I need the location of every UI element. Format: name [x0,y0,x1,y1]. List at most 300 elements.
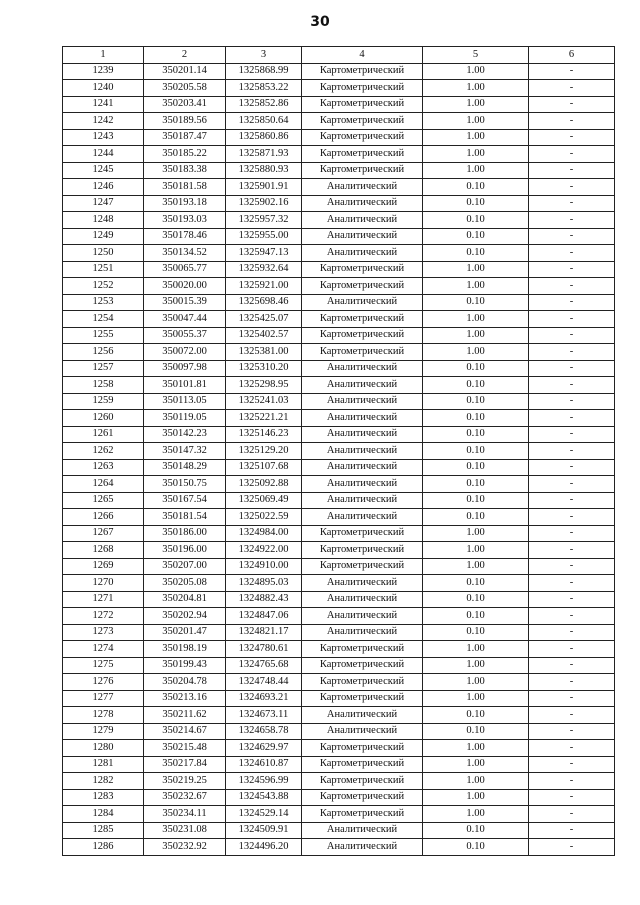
note-cell: - [529,245,615,262]
x-coordinate-cell: 350204.78 [144,674,226,691]
point-number-cell: 1242 [63,113,144,130]
note-cell: - [529,509,615,526]
point-number-cell: 1271 [63,591,144,608]
method-cell: Картометрический [302,146,423,163]
point-number-cell: 1262 [63,443,144,460]
method-cell: Аналитический [302,393,423,410]
x-coordinate-cell: 350142.23 [144,426,226,443]
table-row [63,591,615,608]
x-coordinate-cell: 350201.14 [144,63,226,80]
column-header-3: 3 [226,47,302,64]
note-cell: - [529,839,615,856]
table-row [63,261,615,278]
note-cell: - [529,410,615,427]
accuracy-cell: 0.10 [423,179,529,196]
note-cell: - [529,96,615,113]
table-row [63,228,615,245]
y-coordinate-cell: 1324529.14 [226,806,302,823]
method-cell: Аналитический [302,608,423,625]
table-row [63,294,615,311]
note-cell: - [529,311,615,328]
table-row [63,245,615,262]
method-cell: Аналитический [302,492,423,509]
y-coordinate-cell: 1325381.00 [226,344,302,361]
note-cell: - [529,641,615,658]
x-coordinate-cell: 350214.67 [144,723,226,740]
accuracy-cell: 1.00 [423,129,529,146]
note-cell: - [529,294,615,311]
point-number-cell: 1281 [63,756,144,773]
point-number-cell: 1280 [63,740,144,757]
accuracy-cell: 1.00 [423,311,529,328]
y-coordinate-cell: 1325957.32 [226,212,302,229]
point-number-cell: 1251 [63,261,144,278]
table-row [63,707,615,724]
table-header-row [63,47,615,64]
note-cell: - [529,426,615,443]
x-coordinate-cell: 350198.19 [144,641,226,658]
table-row [63,129,615,146]
x-coordinate-cell: 350189.56 [144,113,226,130]
point-number-cell: 1278 [63,707,144,724]
method-cell: Картометрический [302,641,423,658]
x-coordinate-cell: 350167.54 [144,492,226,509]
table-row [63,327,615,344]
accuracy-cell: 0.10 [423,294,529,311]
note-cell: - [529,756,615,773]
table-body [63,63,615,855]
note-cell: - [529,657,615,674]
table-row [63,179,615,196]
method-cell: Аналитический [302,707,423,724]
point-number-cell: 1254 [63,311,144,328]
point-number-cell: 1246 [63,179,144,196]
accuracy-cell: 0.10 [423,723,529,740]
y-coordinate-cell: 1325955.00 [226,228,302,245]
point-number-cell: 1263 [63,459,144,476]
x-coordinate-cell: 350186.00 [144,525,226,542]
point-number-cell: 1260 [63,410,144,427]
accuracy-cell: 0.10 [423,195,529,212]
point-number-cell: 1269 [63,558,144,575]
point-number-cell: 1257 [63,360,144,377]
method-cell: Картометрический [302,542,423,559]
method-cell: Картометрический [302,558,423,575]
note-cell: - [529,459,615,476]
y-coordinate-cell: 1325402.57 [226,327,302,344]
table-row [63,443,615,460]
point-number-cell: 1264 [63,476,144,493]
y-coordinate-cell: 1325853.22 [226,80,302,97]
y-coordinate-cell: 1324922.00 [226,542,302,559]
y-coordinate-cell: 1325069.49 [226,492,302,509]
note-cell: - [529,476,615,493]
table-row [63,410,615,427]
table-row [63,360,615,377]
note-cell: - [529,624,615,641]
method-cell: Аналитический [302,212,423,229]
x-coordinate-cell: 350215.48 [144,740,226,757]
x-coordinate-cell: 350219.25 [144,773,226,790]
table-row [63,476,615,493]
accuracy-cell: 0.10 [423,459,529,476]
method-cell: Аналитический [302,476,423,493]
column-header-5: 5 [423,47,529,64]
table-row [63,839,615,856]
table-row [63,344,615,361]
x-coordinate-cell: 350047.44 [144,311,226,328]
y-coordinate-cell: 1325947.13 [226,245,302,262]
x-coordinate-cell: 350213.16 [144,690,226,707]
accuracy-cell: 1.00 [423,690,529,707]
accuracy-cell: 1.00 [423,806,529,823]
table-row [63,393,615,410]
accuracy-cell: 0.10 [423,575,529,592]
y-coordinate-cell: 1324748.44 [226,674,302,691]
point-number-cell: 1243 [63,129,144,146]
table-row [63,723,615,740]
method-cell: Картометрический [302,740,423,757]
note-cell: - [529,608,615,625]
method-cell: Картометрический [302,162,423,179]
method-cell: Картометрический [302,278,423,295]
y-coordinate-cell: 1325107.68 [226,459,302,476]
note-cell: - [529,575,615,592]
table-row [63,608,615,625]
x-coordinate-cell: 350147.32 [144,443,226,460]
note-cell: - [529,443,615,460]
note-cell: - [529,674,615,691]
accuracy-cell: 0.10 [423,822,529,839]
y-coordinate-cell: 1325901.91 [226,179,302,196]
method-cell: Аналитический [302,575,423,592]
x-coordinate-cell: 350185.22 [144,146,226,163]
y-coordinate-cell: 1325852.86 [226,96,302,113]
point-number-cell: 1277 [63,690,144,707]
note-cell: - [529,525,615,542]
note-cell: - [529,690,615,707]
accuracy-cell: 1.00 [423,113,529,130]
point-number-cell: 1241 [63,96,144,113]
method-cell: Картометрический [302,113,423,130]
table-row [63,756,615,773]
column-header-1: 1 [63,47,144,64]
note-cell: - [529,212,615,229]
y-coordinate-cell: 1325310.20 [226,360,302,377]
method-cell: Картометрический [302,806,423,823]
method-cell: Картометрический [302,344,423,361]
table-row [63,492,615,509]
point-number-cell: 1283 [63,789,144,806]
x-coordinate-cell: 350187.47 [144,129,226,146]
method-cell: Аналитический [302,195,423,212]
accuracy-cell: 1.00 [423,756,529,773]
point-number-cell: 1259 [63,393,144,410]
table-row [63,212,615,229]
accuracy-cell: 1.00 [423,80,529,97]
method-cell: Картометрический [302,525,423,542]
accuracy-cell: 0.10 [423,410,529,427]
table-row [63,525,615,542]
x-coordinate-cell: 350202.94 [144,608,226,625]
point-number-cell: 1249 [63,228,144,245]
y-coordinate-cell: 1324596.99 [226,773,302,790]
y-coordinate-cell: 1325871.93 [226,146,302,163]
point-number-cell: 1245 [63,162,144,179]
y-coordinate-cell: 1324910.00 [226,558,302,575]
note-cell: - [529,542,615,559]
method-cell: Аналитический [302,410,423,427]
y-coordinate-cell: 1325698.46 [226,294,302,311]
table-row [63,195,615,212]
y-coordinate-cell: 1325880.93 [226,162,302,179]
accuracy-cell: 0.10 [423,509,529,526]
table-row [63,426,615,443]
x-coordinate-cell: 350231.08 [144,822,226,839]
point-number-cell: 1256 [63,344,144,361]
y-coordinate-cell: 1324847.06 [226,608,302,625]
table-row [63,624,615,641]
x-coordinate-cell: 350199.43 [144,657,226,674]
y-coordinate-cell: 1324610.87 [226,756,302,773]
x-coordinate-cell: 350205.08 [144,575,226,592]
method-cell: Аналитический [302,360,423,377]
accuracy-cell: 1.00 [423,773,529,790]
accuracy-cell: 0.10 [423,393,529,410]
accuracy-cell: 1.00 [423,63,529,80]
table-row [63,558,615,575]
method-cell: Аналитический [302,723,423,740]
x-coordinate-cell: 350134.52 [144,245,226,262]
x-coordinate-cell: 350119.05 [144,410,226,427]
method-cell: Аналитический [302,822,423,839]
y-coordinate-cell: 1325868.99 [226,63,302,80]
table-row [63,278,615,295]
point-number-cell: 1268 [63,542,144,559]
table-row [63,542,615,559]
point-number-cell: 1286 [63,839,144,856]
x-coordinate-cell: 350207.00 [144,558,226,575]
table-row [63,459,615,476]
accuracy-cell: 0.10 [423,591,529,608]
note-cell: - [529,162,615,179]
method-cell: Картометрический [302,773,423,790]
y-coordinate-cell: 1324629.97 [226,740,302,757]
y-coordinate-cell: 1324984.00 [226,525,302,542]
method-cell: Аналитический [302,443,423,460]
point-number-cell: 1282 [63,773,144,790]
table-row [63,575,615,592]
x-coordinate-cell: 350183.38 [144,162,226,179]
note-cell: - [529,113,615,130]
accuracy-cell: 1.00 [423,674,529,691]
x-coordinate-cell: 350217.84 [144,756,226,773]
method-cell: Картометрический [302,674,423,691]
table-row [63,740,615,757]
table-row [63,311,615,328]
note-cell: - [529,179,615,196]
point-number-cell: 1258 [63,377,144,394]
x-coordinate-cell: 350211.62 [144,707,226,724]
method-cell: Картометрический [302,789,423,806]
y-coordinate-cell: 1325932.64 [226,261,302,278]
point-number-cell: 1250 [63,245,144,262]
x-coordinate-cell: 350055.37 [144,327,226,344]
accuracy-cell: 1.00 [423,146,529,163]
point-number-cell: 1239 [63,63,144,80]
method-cell: Аналитический [302,624,423,641]
point-number-cell: 1255 [63,327,144,344]
table-row [63,674,615,691]
y-coordinate-cell: 1325146.23 [226,426,302,443]
point-number-cell: 1266 [63,509,144,526]
note-cell: - [529,393,615,410]
method-cell: Аналитический [302,459,423,476]
x-coordinate-cell: 350193.18 [144,195,226,212]
y-coordinate-cell: 1325092.88 [226,476,302,493]
method-cell: Аналитический [302,509,423,526]
column-header-4: 4 [302,47,423,64]
table-row [63,509,615,526]
point-number-cell: 1244 [63,146,144,163]
method-cell: Аналитический [302,377,423,394]
x-coordinate-cell: 350072.00 [144,344,226,361]
note-cell: - [529,806,615,823]
method-cell: Картометрический [302,96,423,113]
point-number-cell: 1240 [63,80,144,97]
x-coordinate-cell: 350203.41 [144,96,226,113]
table-row [63,80,615,97]
point-number-cell: 1272 [63,608,144,625]
x-coordinate-cell: 350015.39 [144,294,226,311]
accuracy-cell: 0.10 [423,228,529,245]
table-row [63,96,615,113]
accuracy-cell: 0.10 [423,443,529,460]
accuracy-cell: 0.10 [423,608,529,625]
method-cell: Картометрический [302,80,423,97]
note-cell: - [529,195,615,212]
x-coordinate-cell: 350181.58 [144,179,226,196]
accuracy-cell: 1.00 [423,740,529,757]
y-coordinate-cell: 1325221.21 [226,410,302,427]
method-cell: Аналитический [302,245,423,262]
point-number-cell: 1253 [63,294,144,311]
accuracy-cell: 0.10 [423,360,529,377]
accuracy-cell: 0.10 [423,624,529,641]
method-cell: Аналитический [302,426,423,443]
y-coordinate-cell: 1324673.11 [226,707,302,724]
table-row [63,806,615,823]
point-number-cell: 1261 [63,426,144,443]
x-coordinate-cell: 350181.54 [144,509,226,526]
x-coordinate-cell: 350148.29 [144,459,226,476]
accuracy-cell: 1.00 [423,96,529,113]
y-coordinate-cell: 1324780.61 [226,641,302,658]
point-number-cell: 1284 [63,806,144,823]
accuracy-cell: 1.00 [423,278,529,295]
note-cell: - [529,789,615,806]
accuracy-cell: 1.00 [423,542,529,559]
table-row [63,789,615,806]
note-cell: - [529,360,615,377]
table-row [63,63,615,80]
y-coordinate-cell: 1325921.00 [226,278,302,295]
table-row [63,146,615,163]
point-number-cell: 1267 [63,525,144,542]
accuracy-cell: 1.00 [423,525,529,542]
note-cell: - [529,278,615,295]
note-cell: - [529,63,615,80]
y-coordinate-cell: 1324658.78 [226,723,302,740]
method-cell: Аналитический [302,839,423,856]
x-coordinate-cell: 350020.00 [144,278,226,295]
point-number-cell: 1285 [63,822,144,839]
method-cell: Картометрический [302,261,423,278]
point-number-cell: 1265 [63,492,144,509]
y-coordinate-cell: 1324543.88 [226,789,302,806]
table-row [63,377,615,394]
x-coordinate-cell: 350193.03 [144,212,226,229]
y-coordinate-cell: 1325298.95 [226,377,302,394]
point-number-cell: 1275 [63,657,144,674]
coordinates-table [62,46,615,856]
point-number-cell: 1270 [63,575,144,592]
table-row [63,641,615,658]
table-row [63,657,615,674]
method-cell: Аналитический [302,228,423,245]
point-number-cell: 1248 [63,212,144,229]
accuracy-cell: 0.10 [423,426,529,443]
note-cell: - [529,80,615,97]
x-coordinate-cell: 350196.00 [144,542,226,559]
x-coordinate-cell: 350201.47 [144,624,226,641]
accuracy-cell: 1.00 [423,261,529,278]
y-coordinate-cell: 1325860.86 [226,129,302,146]
note-cell: - [529,822,615,839]
y-coordinate-cell: 1325022.59 [226,509,302,526]
method-cell: Аналитический [302,294,423,311]
table-row [63,773,615,790]
note-cell: - [529,773,615,790]
x-coordinate-cell: 350065.77 [144,261,226,278]
point-number-cell: 1276 [63,674,144,691]
note-cell: - [529,327,615,344]
note-cell: - [529,740,615,757]
method-cell: Картометрический [302,311,423,328]
note-cell: - [529,723,615,740]
method-cell: Аналитический [302,591,423,608]
x-coordinate-cell: 350150.75 [144,476,226,493]
y-coordinate-cell: 1324882.43 [226,591,302,608]
method-cell: Картометрический [302,690,423,707]
note-cell: - [529,261,615,278]
y-coordinate-cell: 1324693.21 [226,690,302,707]
y-coordinate-cell: 1324765.68 [226,657,302,674]
accuracy-cell: 0.10 [423,492,529,509]
x-coordinate-cell: 350204.81 [144,591,226,608]
y-coordinate-cell: 1324895.03 [226,575,302,592]
table-row [63,822,615,839]
method-cell: Картометрический [302,657,423,674]
x-coordinate-cell: 350101.81 [144,377,226,394]
x-coordinate-cell: 350205.58 [144,80,226,97]
accuracy-cell: 1.00 [423,344,529,361]
y-coordinate-cell: 1325425.07 [226,311,302,328]
point-number-cell: 1273 [63,624,144,641]
y-coordinate-cell: 1325241.03 [226,393,302,410]
y-coordinate-cell: 1325129.20 [226,443,302,460]
x-coordinate-cell: 350234.11 [144,806,226,823]
